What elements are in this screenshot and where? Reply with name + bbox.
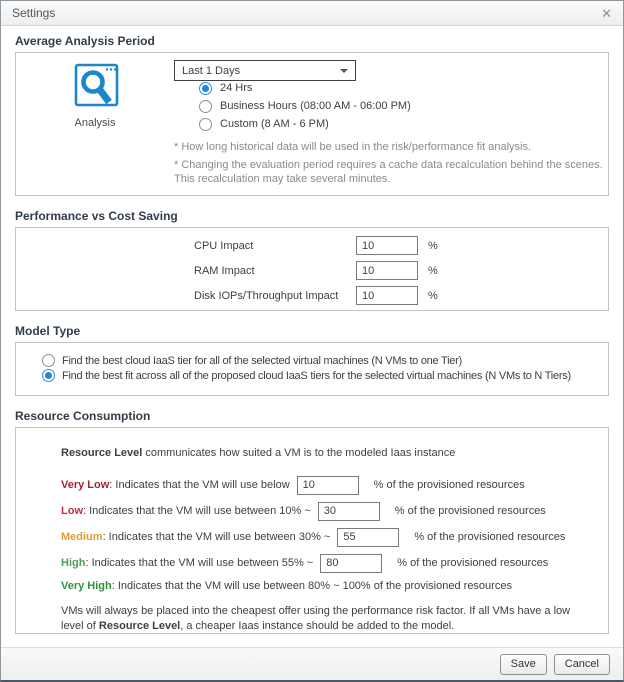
analysis-icon-label: Analysis <box>74 117 116 129</box>
period-dropdown-value: Last 1 Days <box>182 64 241 77</box>
cpu-impact-row <box>194 236 608 255</box>
ram-impact-label: RAM Impact <box>194 264 255 277</box>
model-option-n-tiers-row[interactable] <box>42 369 608 382</box>
disk-impact-input[interactable] <box>356 286 418 305</box>
radio-business-hours-label: Business Hours (08:00 AM - 06:00 PM) <box>220 100 411 112</box>
resource-level-intro-bold: Resource Level <box>61 447 143 459</box>
cancel-button[interactable]: Cancel <box>554 654 610 675</box>
radio-model-one-tier[interactable] <box>42 354 55 367</box>
title-bar <box>1 1 623 26</box>
very-low-suffix: % of the provisioned resources <box>373 479 525 491</box>
very-high-row <box>61 578 598 594</box>
very-low-row <box>61 474 598 496</box>
cpu-impact-input[interactable] <box>356 236 418 255</box>
high-label: High <box>61 557 86 569</box>
low-row <box>61 500 598 522</box>
very-high-label: Very High <box>61 580 112 592</box>
very-low-text: : Indicates that the VM will use below <box>109 479 290 491</box>
section-title-performance-vs-cost-saving: Performance vs Cost Saving <box>15 209 178 223</box>
low-label: Low <box>61 505 83 517</box>
model-option-one-tier-row[interactable] <box>42 354 608 367</box>
disk-impact-row <box>194 286 608 305</box>
radio-custom-label: Custom (8 AM - 6 PM) <box>220 118 329 130</box>
resource-outro-2: , a cheaper Iaas instance should be added to the model. <box>180 619 455 632</box>
radio-business-hours[interactable] <box>199 100 212 113</box>
model-one-tier-label: Find the best cloud IaaS tier for all of the selected virtual machines (N VMs to one Tier) <box>62 354 462 367</box>
medium-label: Medium <box>61 531 103 543</box>
model-type-box <box>15 342 609 396</box>
section-title-average-analysis-period: Average Analysis Period <box>15 34 155 48</box>
very-high-text: : Indicates that the VM will use between 80% ~ 100% of the provisioned resources <box>111 580 512 592</box>
dialog-footer <box>1 647 623 680</box>
resource-level-intro <box>61 447 598 459</box>
very-low-label: Very Low <box>61 479 110 491</box>
resource-consumption-box <box>15 427 609 634</box>
ram-impact-unit: % <box>428 264 438 277</box>
section-title-resource-consumption: Resource Consumption <box>15 409 151 423</box>
high-row <box>61 552 598 574</box>
radio-row-business-hours[interactable] <box>199 99 609 113</box>
analysis-note-2: * Changing the evaluation period requires a cache data recalculation behind the scenes. This recalculation may take several minutes. <box>174 158 603 186</box>
medium-input[interactable] <box>337 528 399 547</box>
medium-text: : Indicates that the VM will use between 30% ~ <box>102 531 331 543</box>
analysis-magnifier-icon <box>68 62 122 115</box>
resource-level-intro-rest: communicates how suited a VM is to the modeled Iaas instance <box>142 447 456 459</box>
resource-outro <box>61 604 589 634</box>
radio-row-custom[interactable] <box>199 117 609 131</box>
high-text: : Indicates that the VM will use between 55% ~ <box>85 557 314 569</box>
performance-box <box>15 227 609 311</box>
medium-suffix: % of the provisioned resources <box>414 531 566 543</box>
average-analysis-period-box <box>15 52 609 196</box>
medium-row <box>61 526 598 548</box>
chevron-down-icon <box>340 69 348 73</box>
analysis-note-1: * How long historical data will be used in the risk/performance fit analysis. <box>174 141 532 153</box>
analysis-notes <box>174 140 609 187</box>
radio-24hrs-label: 24 Hrs <box>220 82 253 94</box>
low-text: : Indicates that the VM will use between 10% ~ <box>83 505 311 517</box>
radio-row-24hrs[interactable] <box>199 81 609 95</box>
section-title-model-type: Model Type <box>15 324 81 338</box>
low-suffix: % of the provisioned resources <box>394 505 546 517</box>
low-input[interactable] <box>318 502 380 521</box>
dialog-title: Settings <box>12 6 56 20</box>
disk-impact-unit: % <box>428 289 438 302</box>
resource-outro-1: VMs will always be placed into the cheapest offer using the performance risk factor. If all VMs have a low level of <box>61 605 571 632</box>
close-icon[interactable]: ✕ <box>601 5 612 21</box>
ram-impact-input[interactable] <box>356 261 418 280</box>
dialog-content <box>1 26 623 647</box>
high-suffix: % of the provisioned resources <box>397 557 549 569</box>
save-button[interactable]: Save <box>500 654 547 675</box>
model-n-tiers-label: Find the best fit across all of the proposed cloud IaaS tiers for the selected virtual machines (N VMs to N Tiers) <box>62 369 571 382</box>
disk-impact-label: Disk IOPs/Throughput Impact <box>194 289 339 302</box>
analysis-controls <box>174 53 609 195</box>
resource-outro-bold: Resource Level <box>98 619 181 632</box>
ram-impact-row <box>194 261 608 280</box>
radio-custom[interactable] <box>199 118 212 131</box>
radio-model-n-tiers[interactable] <box>42 369 55 382</box>
high-input[interactable] <box>320 554 382 573</box>
cpu-impact-unit: % <box>428 239 438 252</box>
very-low-input[interactable] <box>297 476 359 495</box>
period-dropdown[interactable] <box>174 60 356 81</box>
analysis-icon-column <box>16 53 174 195</box>
cpu-impact-label: CPU Impact <box>194 239 254 252</box>
radio-24hrs[interactable] <box>199 82 212 95</box>
